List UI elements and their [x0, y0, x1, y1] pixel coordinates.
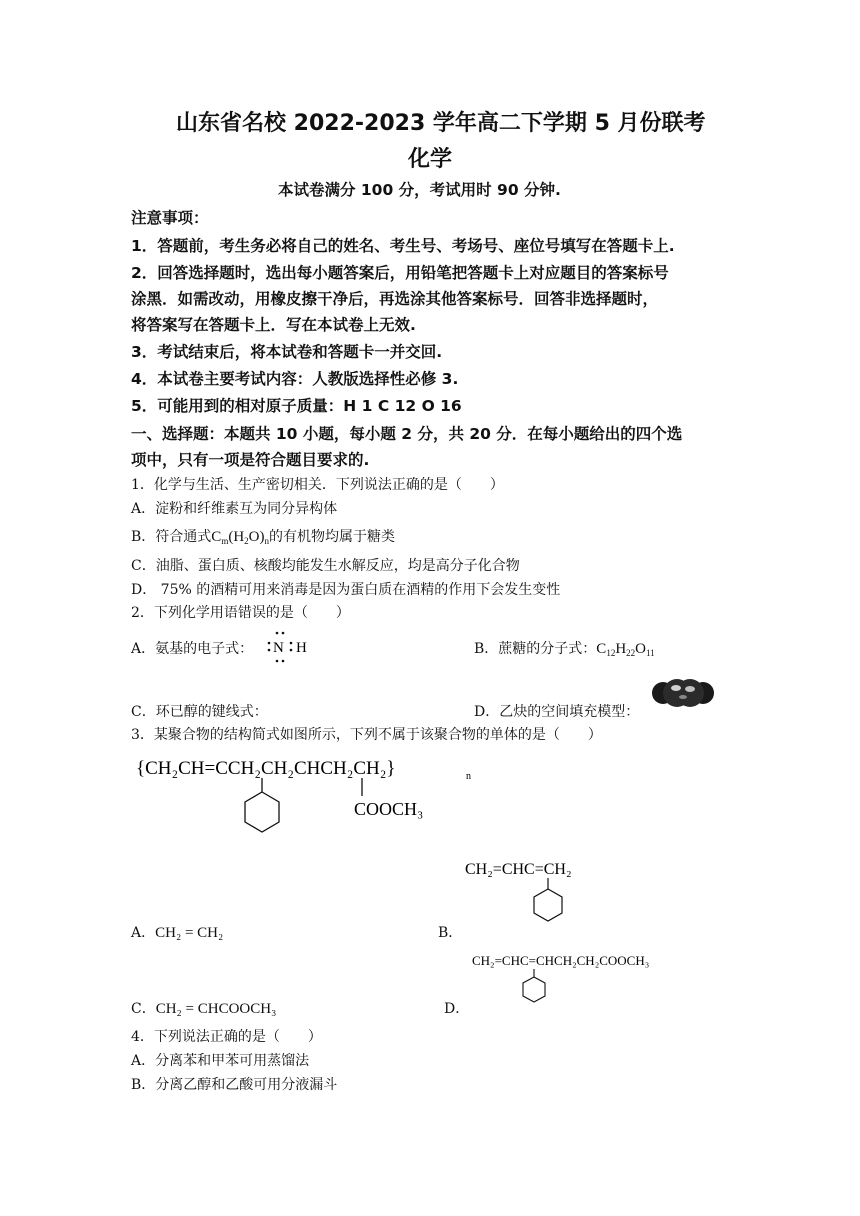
acetylene-space-filling-model: [650, 677, 716, 709]
polymer-branch: COOCH₃: [354, 799, 424, 819]
q3-option-b-structure: [463, 855, 613, 933]
q3-option-a-label: A．: [131, 925, 156, 941]
q3-option-b-formula: CH₂=CHC=CH₂: [465, 861, 572, 878]
note-item-4: 4．本试卷主要考试内容：人教版选择性必修 3.: [131, 370, 459, 388]
q1-stem: 1．化学与生活、生产密切相关．下列说法正确的是（ ）: [131, 477, 504, 493]
q3-option-d: D．: [444, 1001, 470, 1017]
exam-info: 本试卷满分 100 分，考试用时 90 分钟.: [278, 181, 561, 199]
section-heading: 一、选择题：本题共 10 小题，每小题 2 分，共 20 分．在每小题给出的四个选: [131, 425, 683, 443]
q2-stem: 2．下列化学用语错误的是（ ）: [131, 605, 350, 621]
q2-option-b: [474, 638, 655, 658]
q1-option-a: A．淀粉和纤维素互为同分异构体: [131, 501, 338, 517]
q1-option-b: [131, 526, 395, 546]
notes-heading: 注意事项：: [131, 209, 209, 227]
polymer-structure-diagram: [134, 752, 474, 842]
page-title: 山东省名校 2022-2023 学年高二下学期 5 月份联考: [176, 111, 706, 136]
q1-option-b-prefix: B．符合通式: [131, 529, 212, 545]
note-item-2-cont: 涂黑．如需改动，用橡皮擦干净后，再选涂其他答案标号．回答非选择题时，: [131, 290, 659, 308]
note-item-1: 1．答题前，考生务必将自己的姓名、考生号、考场号、座位号填写在答题卡上.: [131, 237, 675, 255]
note-item-3: 3．考试结束后，将本试卷和答题卡一并交回.: [131, 343, 443, 361]
note-item-2-cont2: 将答案写在答题卡上．写在本试卷上无效.: [131, 316, 416, 334]
q3-option-c-formula: CH₂ = CHCOOCH₃: [155, 1001, 277, 1017]
q3-stem: 3．某聚合物的结构简式如图所示，下列不属于该聚合物的单体的是（ ）: [131, 727, 602, 743]
q3-option-b: B．: [438, 925, 463, 941]
q3-option-c: [131, 998, 276, 1018]
sucrose-formula: $C_{12}H_{22}O_{11}$: [596, 641, 655, 658]
polymer-chain: {CH₂CH=CCH₂CH₂CHCH₂CH₂}: [136, 758, 396, 779]
q2-option-c: C．环已醇的键线式：: [131, 704, 268, 720]
q3-option-a-formula: CH₂ = CH₂: [155, 925, 224, 941]
svg-text:N: N: [273, 640, 284, 656]
q2-option-b-label: B．蔗糖的分子式：: [474, 641, 597, 657]
q3-option-d-formula: CH₂=CHC=CHCH₂CH₂COOCH₃: [472, 953, 650, 968]
polymer-subscript: n: [466, 771, 471, 782]
section-heading-cont: 项中，只有一项是符合题目要求的.: [131, 451, 370, 469]
q2-option-d: D．乙炔的空间填充模型：: [474, 704, 640, 720]
q2-option-a: [131, 638, 253, 658]
note-item-2: 2．回答选择题时，选出每小题答案后，用铅笔把答题卡上对应题目的答案标号: [131, 264, 669, 282]
q4-option-b: B．分离乙醇和乙酸可用分液漏斗: [131, 1077, 338, 1093]
q3-option-c-label: C．: [131, 1001, 156, 1017]
general-formula: $C_m(H_2O)_n$: [211, 529, 269, 546]
q1-option-c: C．油脂、蛋白质、核酸均能发生水解反应，均是高分子化合物: [131, 558, 520, 574]
subject-title: 化学: [408, 147, 453, 172]
q3-option-d-structure: [470, 949, 690, 1009]
q2-option-a-label: A．氨基的电子式：: [131, 641, 254, 657]
q4-option-a: A．分离苯和甲苯可用蒸馏法: [131, 1053, 310, 1069]
q1-option-b-suffix: 的有机物均属于糖类: [268, 529, 395, 545]
q1-option-d: D． 75% 的酒精可用来消毒是因为蛋白质在酒精的作用下会发生变性: [131, 582, 561, 598]
q4-stem: 4．下列说法正确的是（ ）: [131, 1029, 322, 1045]
q3-option-a: [131, 922, 223, 942]
svg-text:H: H: [296, 640, 307, 656]
amino-electron-dot-structure: [262, 629, 312, 665]
note-item-5: 5．可能用到的相对原子质量：H 1 C 12 O 16: [131, 397, 462, 415]
